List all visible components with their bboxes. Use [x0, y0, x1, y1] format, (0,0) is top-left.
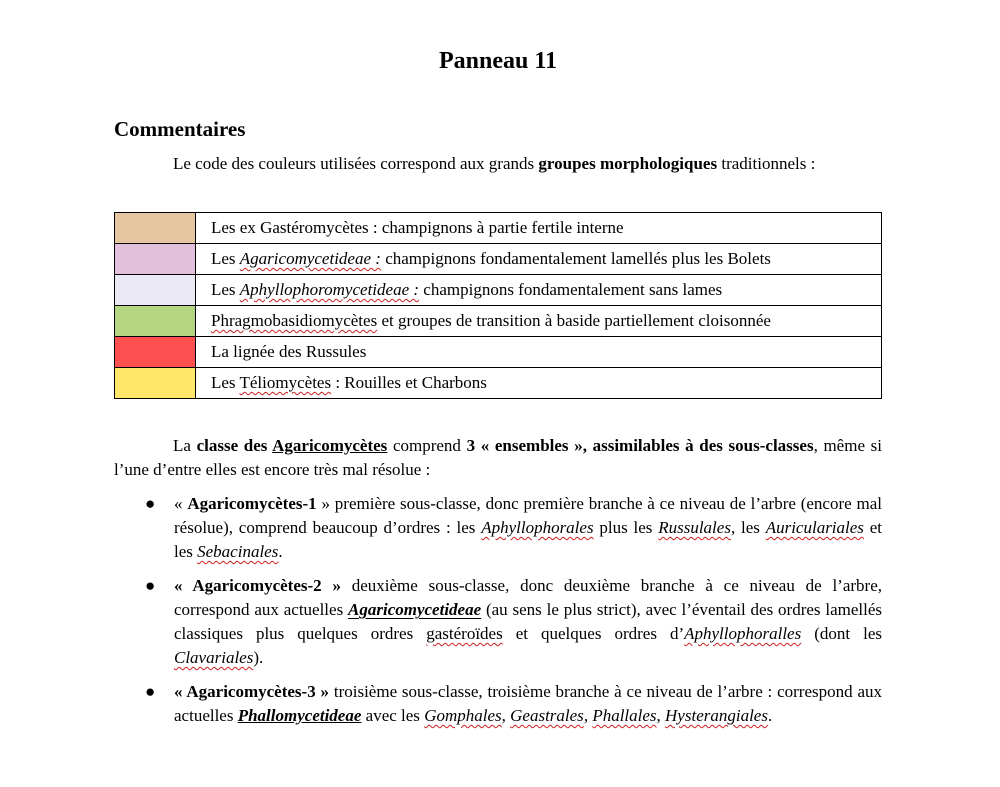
legend-text: et groupes de transition à baside partiellement cloisonnée: [377, 311, 771, 330]
color-swatch: [115, 275, 196, 306]
legend-text: Les: [211, 280, 240, 299]
item-text: ,: [501, 706, 511, 725]
item-text: et les: [174, 518, 882, 561]
legend-taxon: Agaricomycetideae :: [239, 249, 381, 268]
intro-text-b: traditionnels :: [717, 154, 816, 173]
legend-label: [196, 337, 882, 368]
intro-text-a: Le code des couleurs utilisées correspond aux grands: [173, 154, 539, 173]
color-swatch: [115, 368, 196, 399]
legend-taxon: Téliomycètes: [239, 373, 332, 392]
intro-paragraph: [114, 152, 882, 176]
color-legend-table: [114, 212, 882, 399]
classe-bold: 3 « ensembles », assimilables à des sous-classes: [466, 436, 814, 455]
list-item: [114, 574, 882, 670]
subclass-list: [114, 492, 882, 738]
list-item: [114, 492, 882, 564]
legend-taxon: Aphyllophoromycetideae :: [239, 280, 420, 299]
item-text: (dont les: [801, 624, 883, 643]
item-text: première sous-classe, donc première branche à ce niveau de l’arbre (encore mal résolue), comprend beaucoup d’ordres : les: [174, 494, 882, 537]
classe-text: , même si l’une d’entre elles est encore très mal résolue :: [114, 436, 882, 479]
classe-text: comprend: [387, 436, 467, 455]
legend-label: [196, 306, 882, 337]
legend-row: [115, 213, 882, 244]
section-heading: Commentaires: [114, 117, 246, 141]
order-name: Phallomycetideae: [237, 706, 362, 725]
item-text: et quelques ordres d’: [502, 624, 685, 643]
order-name: Aphyllophoralles: [684, 624, 802, 643]
legend-row: [115, 306, 882, 337]
item-text: avec les: [361, 706, 425, 725]
item-name: « Agaricomycètes-2 »: [174, 576, 341, 595]
color-swatch: [115, 337, 196, 368]
item-text: »: [316, 494, 330, 513]
intro-bold-text: groupes morphologiques: [538, 154, 718, 173]
item-text: troisième sous-classe, troisième branche à ce niveau de l’arbre : correspond aux actuelles: [174, 682, 882, 725]
legend-text: champignons fondamentalement sans lames: [419, 280, 723, 299]
legend-label: [196, 213, 882, 244]
legend-row: [115, 275, 882, 306]
legend-row: [115, 368, 882, 399]
order-name: Sebacinales: [197, 542, 279, 561]
order-name: Clavariales: [174, 648, 254, 667]
order-name: Gomphales: [424, 706, 502, 725]
item-name: Agaricomycètes-1: [187, 494, 317, 513]
order-name: Phallales: [592, 706, 657, 725]
bullet-icon: ●: [145, 576, 156, 595]
item-name: « Agaricomycètes-3 »: [174, 682, 330, 701]
classe-bold-underlined: Agaricomycètes: [272, 436, 388, 455]
item-text: .: [278, 542, 283, 561]
legend-label: [196, 275, 882, 306]
item-text: (au sens le plus strict), avec l’éventail des ordres lamellés classiques plus quelques ordres: [174, 600, 882, 643]
order-name: Geastrales: [510, 706, 584, 725]
classe-bold: classe des: [196, 436, 273, 455]
color-swatch: [115, 213, 196, 244]
item-text: plus les: [593, 518, 659, 537]
order-name: Agaricomycetideae: [348, 600, 482, 619]
color-swatch: [115, 306, 196, 337]
legend-label: [196, 368, 882, 399]
order-name: gastéroïdes: [426, 624, 503, 643]
classe-text: La: [173, 436, 197, 455]
order-name: Auriculariales: [765, 518, 864, 537]
legend-text: : Rouilles et Charbons: [331, 373, 487, 392]
color-swatch: [115, 244, 196, 275]
order-name: Russulales: [658, 518, 731, 537]
item-text: , les: [730, 518, 766, 537]
legend-text: Les: [211, 373, 240, 392]
legend-text: champignons fondamentalement lamellés plus les Bolets: [380, 249, 771, 268]
legend-row: [115, 337, 882, 368]
bullet-icon: ●: [145, 494, 156, 513]
classe-paragraph: [114, 434, 882, 482]
order-name: Hysterangiales: [665, 706, 768, 725]
list-item: [114, 680, 882, 728]
legend-row: [115, 244, 882, 275]
item-text: ).: [253, 648, 264, 667]
legend-text: La lignée des Russules: [211, 342, 367, 361]
item-text: .: [767, 706, 773, 725]
item-text: ,: [583, 706, 593, 725]
order-name: Aphyllophorales: [481, 518, 594, 537]
item-text: deuxième sous-classe, donc deuxième branche à ce niveau de l’arbre, correspond aux actuelles: [174, 576, 882, 619]
legend-label: [196, 244, 882, 275]
legend-taxon: Phragmobasidiomycètes: [211, 311, 378, 330]
page-title: Panneau 11: [438, 48, 558, 74]
item-text: ,: [656, 706, 666, 725]
item-text: «: [174, 494, 188, 513]
legend-text: Les: [211, 249, 240, 268]
legend-text: Les ex Gastéromycètes : champignons à partie fertile interne: [211, 218, 624, 237]
bullet-icon: ●: [145, 682, 156, 701]
